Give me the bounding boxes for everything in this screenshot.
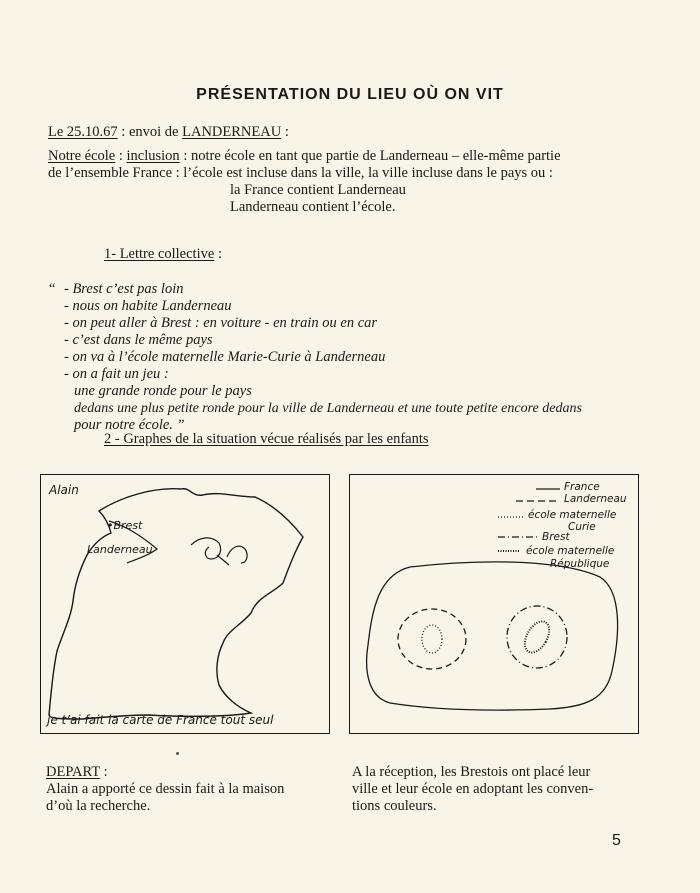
school-line-4: Landerneau contient l’école. bbox=[230, 199, 396, 215]
depart-text-1: Alain a apporté ce dessin fait à la maison bbox=[46, 781, 285, 797]
letter-line: dedans une plus petite ronde pour la ville de Landerneau et une toute petite encore dedans bbox=[74, 401, 582, 416]
letter-line: - on va à l’école maternelle Marie-Curie à Landerneau bbox=[64, 349, 386, 365]
intro-line bbox=[48, 124, 289, 141]
date-label: Le 25.10.67 bbox=[48, 124, 118, 140]
section-1-heading bbox=[104, 246, 222, 263]
inclusion-label: inclusion bbox=[126, 148, 180, 164]
france-circle bbox=[367, 562, 618, 710]
school-paragraph bbox=[48, 148, 678, 182]
legend-label: école maternelle bbox=[528, 509, 617, 521]
landerneau-circle bbox=[398, 609, 466, 669]
depart-block bbox=[46, 764, 326, 815]
reception-block bbox=[352, 764, 652, 815]
legend-label: France bbox=[564, 481, 600, 493]
depart-text-2: d’où la recherche. bbox=[46, 798, 151, 814]
letter-line: - c’est dans le même pays bbox=[64, 332, 213, 348]
envoi-text: : envoi de bbox=[117, 124, 183, 140]
letter-line: une grande ronde pour le pays bbox=[74, 383, 252, 399]
page-title: PRÉSENTATION DU LIEU OÙ ON VIT bbox=[196, 86, 504, 103]
school-sep: : bbox=[115, 148, 127, 164]
page-number: 5 bbox=[612, 832, 621, 849]
map-outline bbox=[49, 489, 303, 719]
curie-school-circle bbox=[422, 625, 442, 653]
section-2-label: 2 - Graphes de la situation vécue réalisés par les enfants bbox=[104, 431, 429, 447]
school-text-2: de l’ensemble France : l’école est incluse dans la ville, la ville incluse dans le pays ou : bbox=[48, 165, 553, 181]
legend-label: Brest bbox=[542, 531, 570, 543]
reception-text-3: tions couleurs. bbox=[352, 798, 437, 814]
depart-label: DEPART bbox=[46, 764, 100, 780]
section-1-label: 1- Lettre collective bbox=[104, 246, 215, 262]
author-name: Alain bbox=[49, 483, 79, 497]
drawing-caption: je t’ai fait la carte de France tout seul bbox=[47, 713, 274, 727]
depart-colon: : bbox=[99, 764, 108, 780]
legend-label: République bbox=[550, 558, 610, 570]
republique-school-circle bbox=[520, 617, 554, 656]
brest-label: •Brest bbox=[107, 519, 143, 532]
section-2-heading bbox=[104, 431, 429, 448]
reception-text-1: A la réception, les Brestois ont placé leur bbox=[352, 764, 591, 780]
landerneau-label: Landerneau bbox=[87, 543, 153, 556]
letter-line: - on peut aller à Brest : en voiture - en train ou en car bbox=[64, 315, 378, 331]
drawing-legend-map bbox=[349, 474, 639, 734]
school-label: Notre école bbox=[48, 148, 116, 164]
legend-label: Curie bbox=[568, 521, 596, 533]
letter-line: - nous on habite Landerneau bbox=[64, 298, 232, 314]
quote-open: “ bbox=[49, 281, 56, 297]
river-line bbox=[227, 546, 247, 563]
intro-colon: : bbox=[281, 124, 289, 140]
section-1-colon: : bbox=[214, 246, 222, 262]
school-line-3: la France contient Landerneau bbox=[230, 182, 406, 198]
brest-circle bbox=[507, 606, 567, 668]
letter-line: pour notre école. ” bbox=[74, 417, 185, 433]
stray-dot bbox=[176, 752, 179, 755]
drawing-france-map bbox=[40, 474, 330, 734]
france-outline-drawing bbox=[41, 475, 331, 735]
legend-label: Landerneau bbox=[564, 493, 627, 505]
school-text-1: : notre école en tant que partie de Landerneau – elle-même partie bbox=[179, 148, 561, 164]
river-line bbox=[191, 538, 221, 559]
legend-label: école maternelle bbox=[526, 545, 615, 557]
letter-line: - Brest c’est pas loin bbox=[64, 281, 184, 297]
reception-text-2: ville et leur école en adoptant les conven- bbox=[352, 781, 594, 797]
letter-line: - on a fait un jeu : bbox=[64, 366, 169, 382]
place-name: LANDERNEAU bbox=[182, 124, 282, 140]
